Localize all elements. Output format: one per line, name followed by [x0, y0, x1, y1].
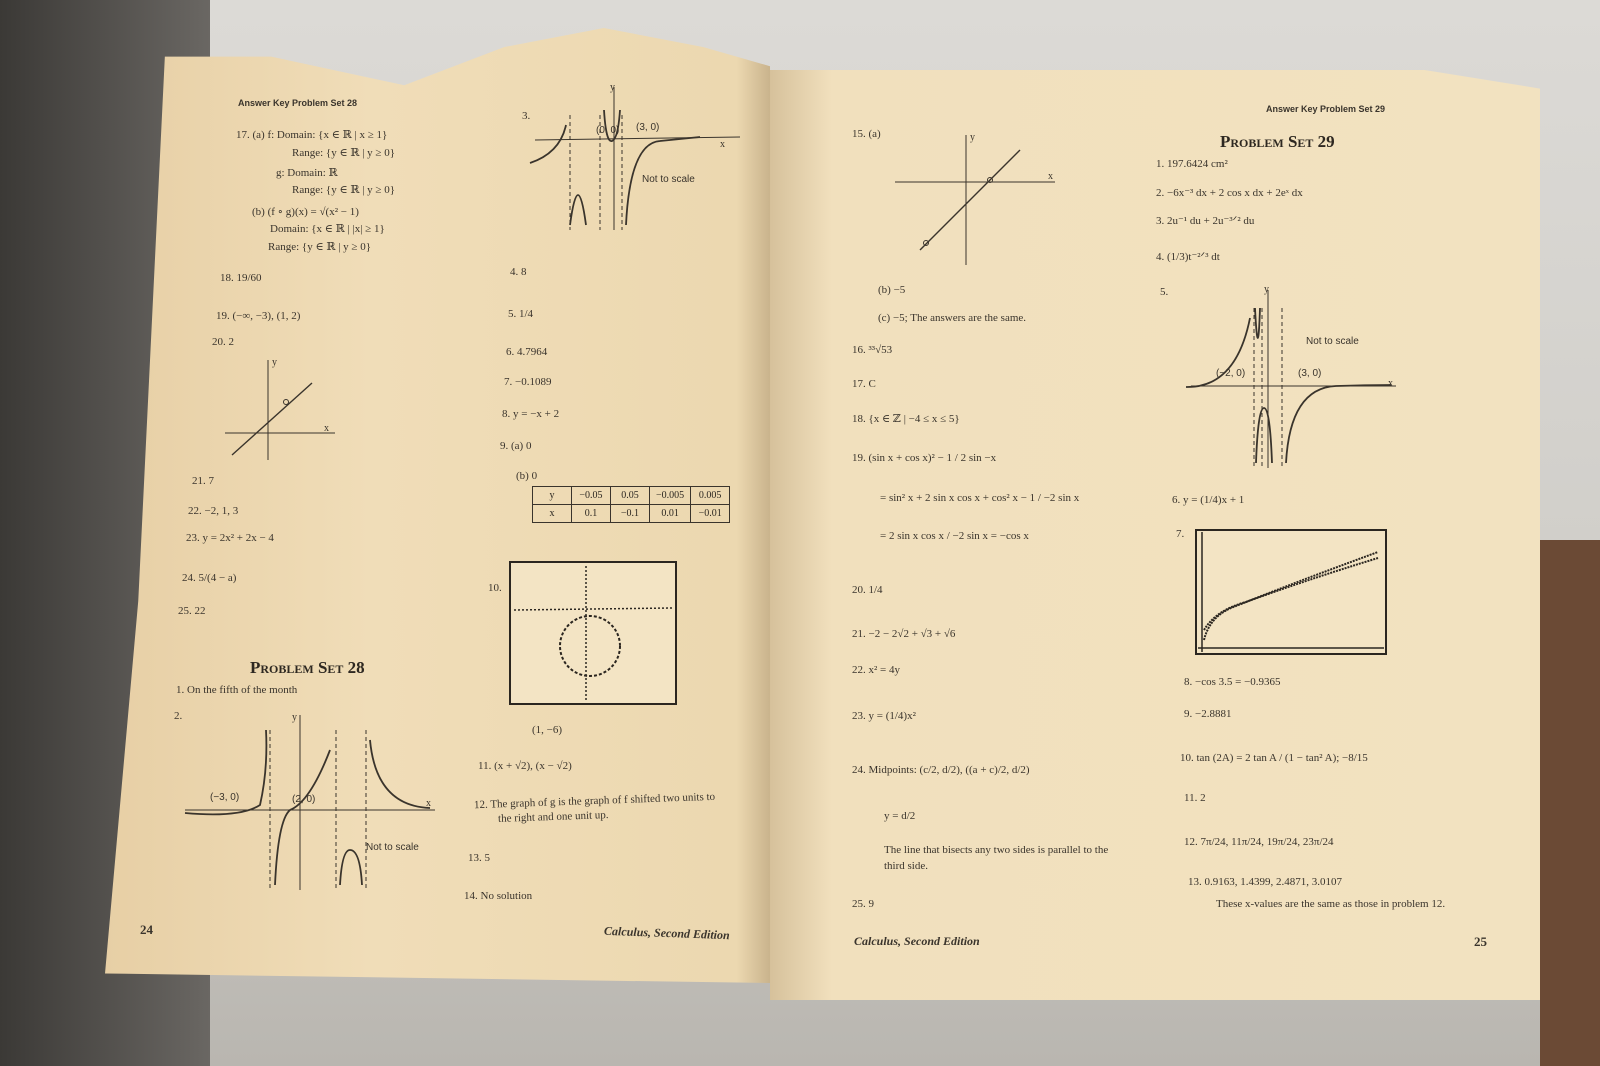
table-cell: 0.005	[691, 487, 730, 505]
answer-19b: = sin² x + 2 sin x cos x + cos² x − 1 / −2 sin x	[880, 492, 1080, 504]
graph-ps28-2-point-1: (−3, 0)	[210, 792, 240, 803]
answer-17a-1: 17. (a) f: Domain: {x ∈ ℝ | x ≥ 1}	[236, 129, 388, 141]
answer-24a: 24. Midpoints: (c/2, d/2), ((a + c)/2, d/2)	[852, 764, 1030, 776]
answer-24d: third side.	[884, 860, 928, 872]
ps29-answer-12: 12. 7π/24, 11π/24, 19π/24, 23π/24	[1184, 836, 1334, 848]
left-header: Answer Key Problem Set 28	[238, 98, 358, 108]
table-cell: x	[533, 505, 572, 523]
ps29-answer-3: 3. 2u⁻¹ du + 2u⁻³ᐟ² du	[1156, 215, 1255, 227]
graph-20-x-label: x	[324, 423, 329, 434]
answer-16: 16. ³³√53	[852, 344, 893, 356]
ps29-answer-7: 7.	[1176, 528, 1185, 540]
graph-ps29-5	[1186, 284, 1406, 473]
ps29-answer-1: 1. 197.6424 cm²	[1156, 158, 1228, 170]
answer-25-right: 25. 9	[852, 898, 874, 910]
answer-18: 18. 19/60	[220, 272, 262, 284]
answer-19a: 19. (sin x + cos x)² − 1 / 2 sin −x	[852, 452, 997, 464]
left-page-number: 24	[140, 922, 153, 937]
problem-set-29-title: Problem Set 29	[1220, 132, 1335, 151]
graph-15a-x-label: x	[1048, 171, 1053, 182]
graph-ps29-5-point-2: (3, 0)	[1298, 368, 1322, 379]
ps29-answer-13a: 13. 0.9163, 1.4399, 2.4871, 3.0107	[1188, 876, 1342, 888]
graph-ps28-3	[530, 82, 750, 235]
graph-ps28-2-note: Not to scale	[366, 842, 419, 853]
right-header: Answer Key Problem Set 29	[1266, 104, 1386, 114]
graph-ps28-2	[180, 710, 440, 895]
background-floor	[1540, 540, 1600, 1066]
graph-ps28-2-x-label: x	[426, 798, 431, 809]
graph-20	[220, 355, 340, 465]
graph-ps29-5-x-label: x	[1388, 378, 1393, 389]
ps29-answer-4: 4. (1/3)t⁻²ᐟ³ dt	[1156, 251, 1220, 263]
answer-17: 17. C	[852, 378, 876, 390]
table-cell: −0.1	[611, 505, 650, 523]
ps28-answer-9a: 9. (a) 0	[500, 440, 532, 452]
graph-ps29-5-note: Not to scale	[1306, 336, 1359, 347]
answer-21: 21. 7	[192, 475, 214, 487]
ps28-answer-3: 3.	[522, 110, 531, 122]
table-cell: −0.05	[572, 487, 611, 505]
ps29-answer-10: 10. tan (2A) = 2 tan A / (1 − tan² A); −8/15	[1180, 752, 1368, 764]
answer-17b-3: Range: {y ∈ ℝ | y ≥ 0}	[268, 241, 371, 253]
ps28-answer-12b: the right and one unit up.	[497, 809, 609, 825]
ps28-answer-1: 1. On the fifth of the month	[176, 684, 298, 696]
graph-15a-y-label: y	[970, 132, 975, 143]
answer-24b: y = d/2	[884, 810, 916, 822]
graph-ps28-3-point-1: (0, 0)	[596, 125, 620, 136]
ps29-answer-6: 6. y = (1/4)x + 1	[1172, 494, 1245, 506]
right-footer: Calculus, Second Edition	[854, 934, 980, 948]
answer-17a-4: Range: {y ∈ ℝ | y ≥ 0}	[292, 184, 395, 196]
ps28-answer-7: 7. −0.1089	[504, 376, 552, 388]
ps28-answer-11: 11. (x + √2), (x − √2)	[478, 760, 572, 772]
ps28-table-9	[532, 486, 730, 523]
ps28-answer-4: 4. 8	[510, 266, 527, 278]
graph-ps29-5-point-1: (−2, 0)	[1216, 368, 1246, 379]
answer-15b: (b) −5	[878, 284, 906, 296]
answer-17a-3: g: Domain: ℝ	[276, 167, 338, 179]
answer-19c: = 2 sin x cos x / −2 sin x = −cos x	[880, 530, 1029, 542]
table-cell: −0.01	[691, 505, 730, 523]
answer-15a: 15. (a)	[852, 128, 881, 140]
ps29-answer-2: 2. −6x⁻³ dx + 2 cos x dx + 2eˣ dx	[1156, 187, 1303, 199]
ps28-answer-14: 14. No solution	[464, 890, 533, 902]
answer-23-right: 23. y = (1/4)x²	[852, 710, 916, 722]
graph-ps28-3-point-2: (3, 0)	[636, 122, 660, 133]
ps28-answer-10-point: (1, −6)	[532, 724, 563, 736]
answer-23: 23. y = 2x² + 2x − 4	[186, 532, 274, 544]
ps28-answer-12a: 12. The graph of g is the graph of f shifted two units to	[473, 790, 716, 812]
answer-15c: (c) −5; The answers are the same.	[878, 312, 1027, 324]
graph-20-y-label: y	[272, 357, 277, 368]
graph-ps28-2-y-label: y	[292, 712, 297, 723]
answer-21-right: 21. −2 − 2√2 + √3 + √6	[852, 628, 956, 640]
ps29-answer-9: 9. −2.8881	[1184, 708, 1232, 720]
table-cell: 0.05	[611, 487, 650, 505]
graph-ps28-2-point-2: (2, 0)	[292, 794, 316, 805]
graph-ps28-3-y-label: y	[610, 82, 615, 93]
graph-ps29-5-y-label: y	[1264, 284, 1269, 295]
problem-set-28-title: Problem Set 28	[250, 658, 365, 677]
table-cell: 0.01	[650, 505, 691, 523]
answer-22-right: 22. x² = 4y	[852, 664, 901, 676]
left-footer: Calculus, Second Edition	[603, 923, 730, 943]
table-row	[533, 487, 730, 505]
ps28-answer-10: 10.	[488, 582, 502, 594]
answer-19: 19. (−∞, −3), (1, 2)	[216, 310, 301, 322]
answer-17b-1: (b) (f ∘ g)(x) = √(x² − 1)	[252, 206, 359, 218]
ps28-answer-6: 6. 4.7964	[506, 346, 548, 358]
answer-25: 25. 22	[178, 605, 206, 617]
table-cell: −0.005	[650, 487, 691, 505]
ps29-answer-5: 5.	[1160, 286, 1169, 298]
answer-24c: The line that bisects any two sides is parallel to the	[884, 844, 1109, 856]
ps28-answer-2: 2.	[174, 710, 183, 722]
answer-22: 22. −2, 1, 3	[188, 505, 239, 517]
ps28-answer-8: 8. y = −x + 2	[502, 408, 560, 420]
graph-ps29-7-calculator-screen	[1196, 530, 1386, 654]
right-page-number: 25	[1474, 934, 1487, 949]
answer-20: 20. 2	[212, 336, 234, 348]
answer-18-right: 18. {x ∈ ℤ | −4 ≤ x ≤ 5}	[852, 413, 960, 425]
graph-ps28-3-x-label: x	[720, 139, 725, 150]
ps29-answer-8: 8. −cos 3.5 = −0.9365	[1184, 676, 1281, 688]
answer-17b-2: Domain: {x ∈ ℝ | |x| ≥ 1}	[270, 223, 385, 235]
answer-20-right: 20. 1/4	[852, 584, 883, 596]
answer-17a-2: Range: {y ∈ ℝ | y ≥ 0}	[292, 147, 395, 159]
table-row	[533, 505, 730, 523]
ps29-answer-11: 11. 2	[1184, 792, 1206, 804]
graph-ps28-10-calculator-screen	[510, 562, 676, 704]
graph-15a	[890, 130, 1060, 270]
ps29-answer-13b: These x-values are the same as those in problem 12.	[1216, 898, 1446, 910]
graph-ps28-3-note: Not to scale	[642, 174, 695, 185]
answer-24: 24. 5/(4 − a)	[182, 572, 237, 584]
ps28-answer-13: 13. 5	[468, 852, 490, 864]
table-cell: y	[533, 487, 572, 505]
ps28-answer-9b: (b) 0	[516, 470, 538, 482]
ps28-answer-5: 5. 1/4	[508, 308, 534, 320]
table-cell: 0.1	[572, 505, 611, 523]
